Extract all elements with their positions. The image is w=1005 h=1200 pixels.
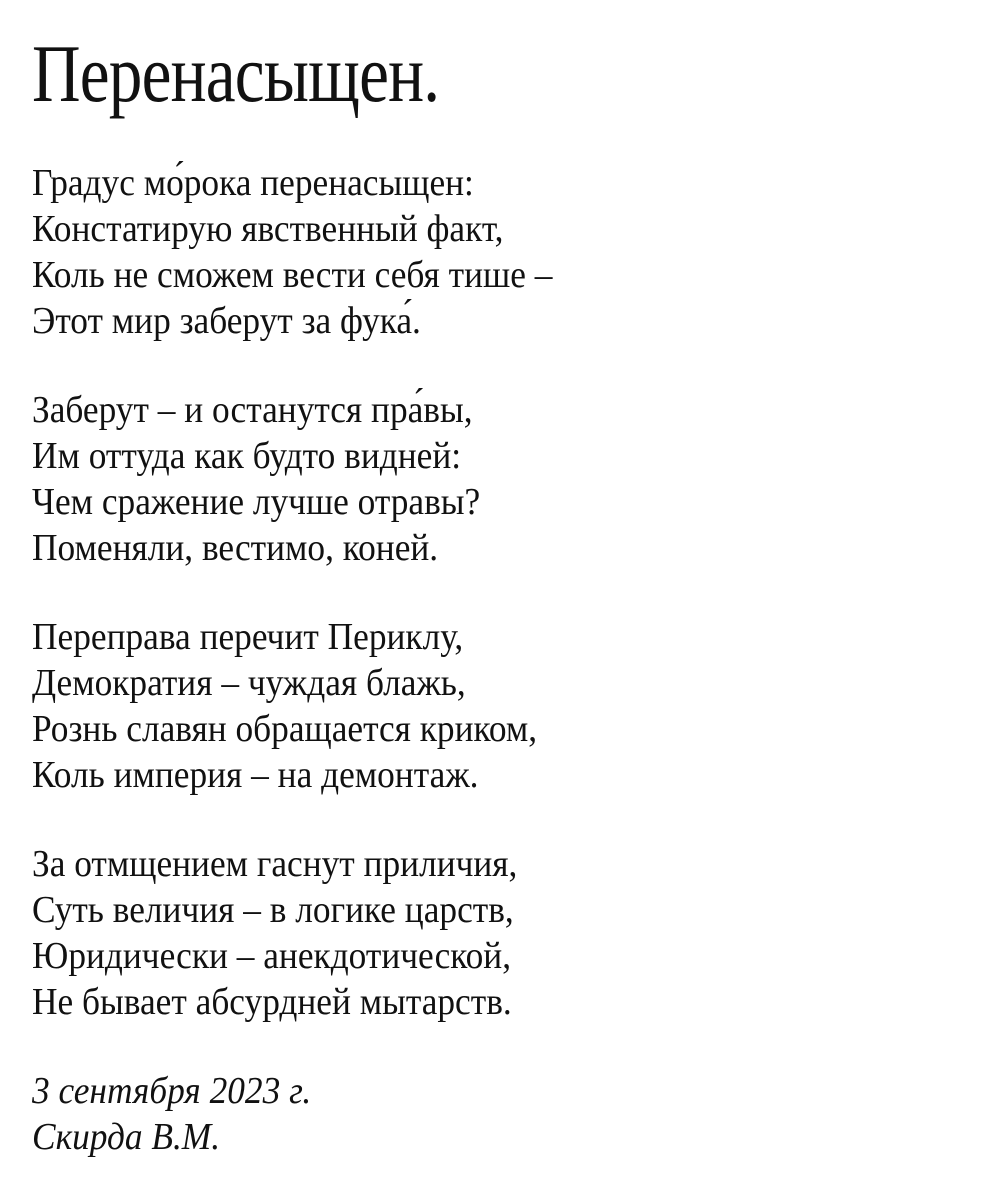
poem-page [32, 30, 982, 1160]
stanza-4 [32, 841, 982, 1025]
poem-line: Чем сражение лучше отравы? [32, 481, 481, 523]
poem-line: Градус мо́рока перенасыщен: [32, 162, 474, 204]
poem-body [32, 160, 982, 1160]
poem-line: Демократия – чуждая блажь, [32, 662, 466, 704]
poem-date: 3 сентября 2023 г. [32, 1070, 312, 1112]
poem-line: Им оттуда как будто видней: [32, 435, 462, 477]
poem-line: Заберут – и останутся пра́вы, [32, 389, 473, 431]
stanza-3 [32, 614, 982, 798]
poem-line: Коль империя – на демонтаж. [32, 754, 479, 796]
stanza-2 [32, 387, 982, 571]
poem-line: Этот мир заберут за фука́. [32, 300, 421, 342]
poem-line: Юридически – анекдотической, [32, 935, 512, 977]
poem-line: Поменяли, вестимо, коней. [32, 527, 439, 569]
poem-line: Констатирую явственный факт, [32, 208, 504, 250]
poem-line: Суть величия – в логике царств, [32, 889, 514, 931]
poem-line: За отмщением гаснут приличия, [32, 843, 518, 885]
poem-line: Коль не сможем вести себя тише – [32, 254, 553, 296]
poem-title: Перенасыщен. [32, 28, 440, 119]
stanza-1 [32, 160, 982, 344]
poem-line: Рознь славян обращается криком, [32, 708, 538, 750]
signature-block [32, 1068, 982, 1160]
poem-line: Не бывает абсурдней мытарств. [32, 981, 512, 1023]
poem-line: Переправа перечит Периклу, [32, 616, 464, 658]
poem-author: Скирда В.М. [32, 1116, 221, 1158]
